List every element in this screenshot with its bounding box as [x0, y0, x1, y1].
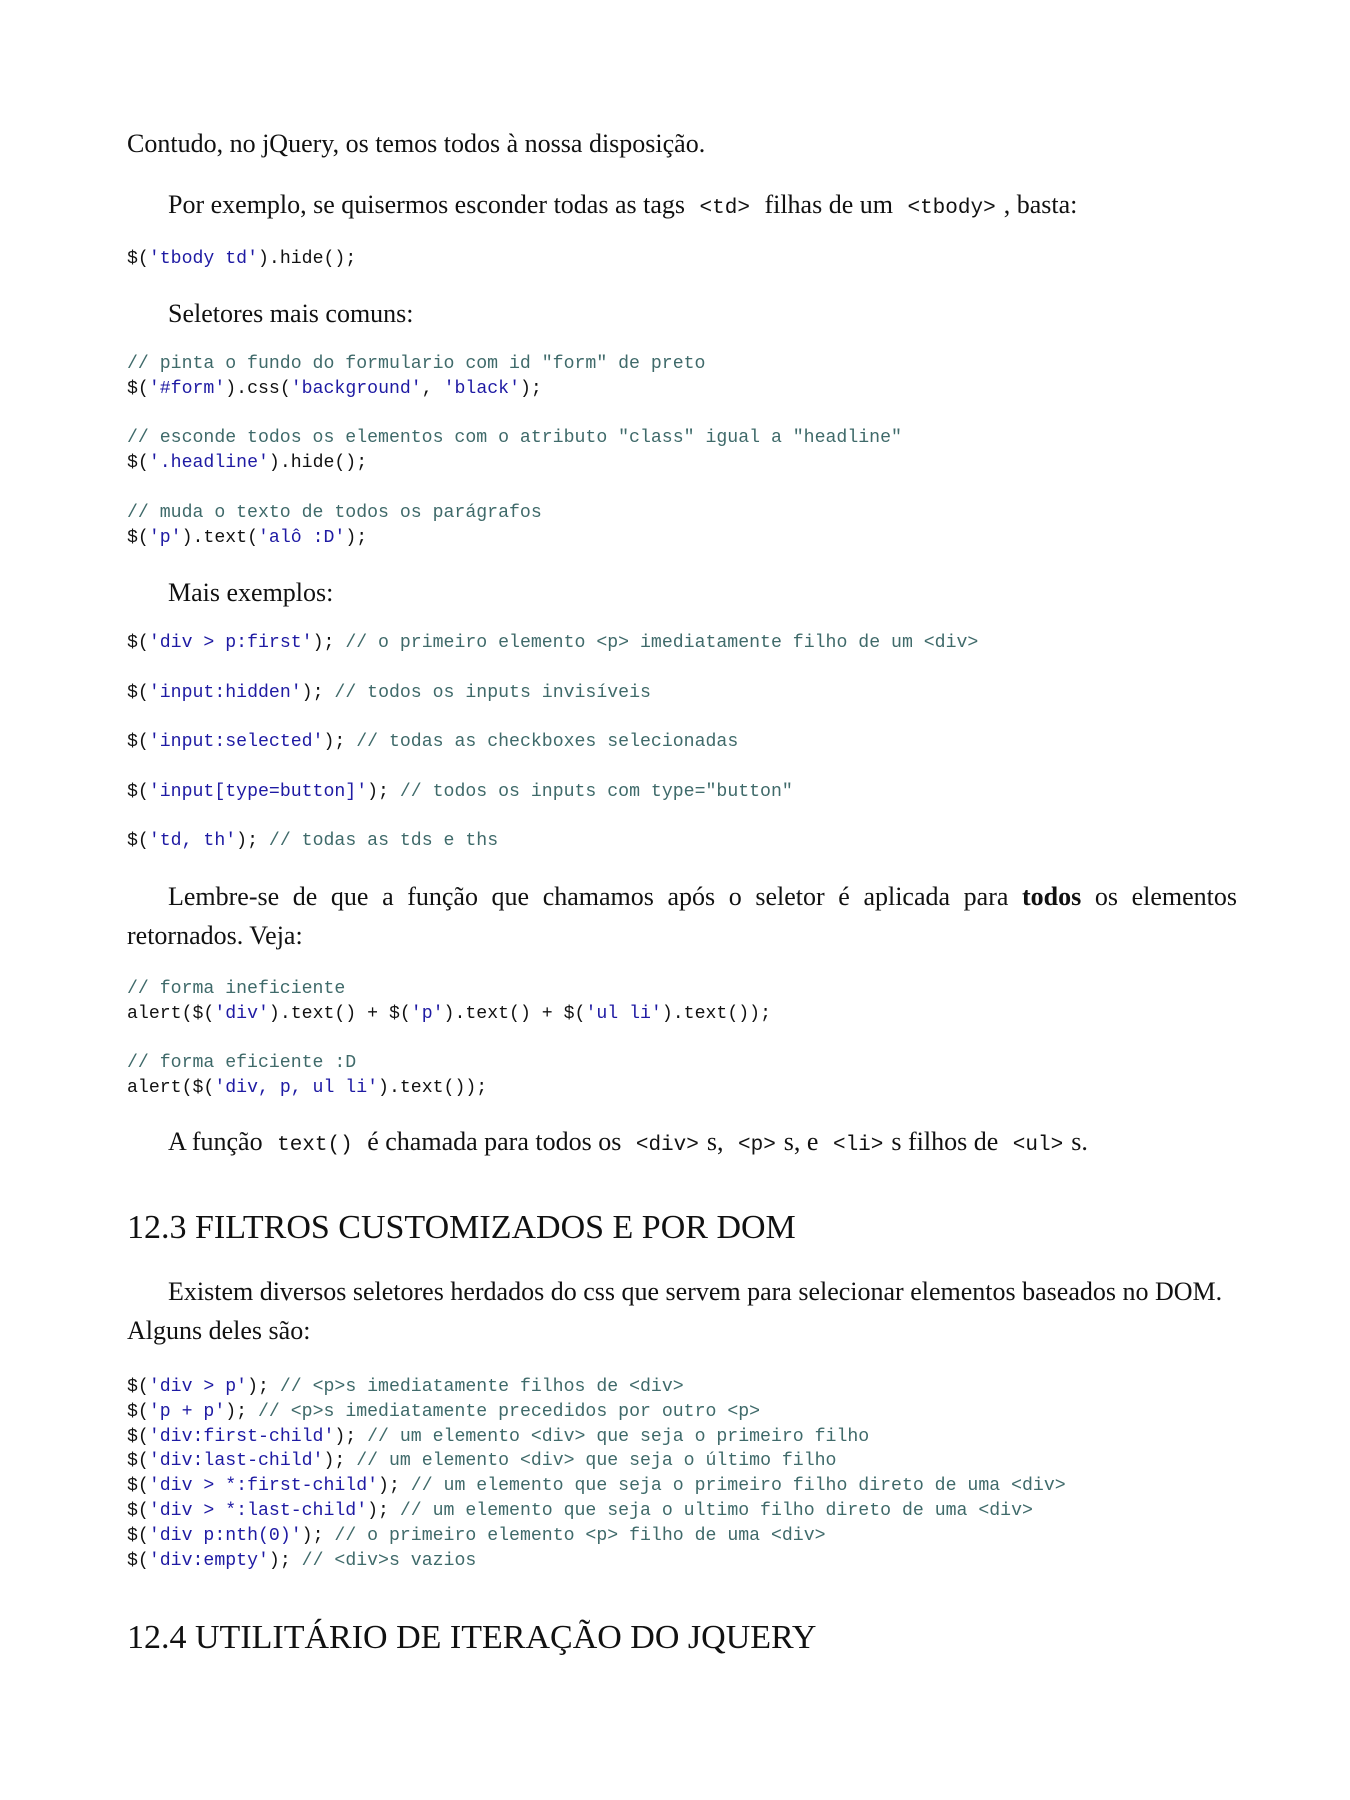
code-line	[127, 1499, 1237, 1524]
text-fragment: s,	[706, 1127, 724, 1156]
code-string: 'div:empty'	[148, 1550, 269, 1571]
code-token: );	[345, 527, 368, 548]
paragraph-more-examples: Mais exemplos:	[168, 578, 334, 607]
code-token: $(	[127, 1476, 149, 1497]
code-line	[127, 451, 1237, 476]
code-line	[127, 1425, 1237, 1450]
code-token: $(	[127, 1500, 149, 1521]
code-token: );	[225, 1401, 258, 1422]
code-string: 'alô :D'	[258, 527, 346, 548]
code-string: 'div:first-child'	[148, 1426, 335, 1447]
code-token: ).hide();	[258, 249, 357, 269]
code-comment: // todas as tds e ths	[268, 831, 499, 852]
code-token: ).text());	[378, 1078, 488, 1099]
code-line	[127, 501, 1237, 526]
inline-code: <tbody>	[907, 197, 996, 220]
code-string: 'p'	[410, 1003, 444, 1024]
code-string: 'div'	[214, 1003, 269, 1024]
code-token: $(	[127, 633, 149, 653]
code-comment: // o primeiro elemento <p> imediatamente filho de um <div>	[345, 633, 979, 653]
text-fragment: A função	[168, 1127, 263, 1156]
code-string: 'input:selected'	[148, 732, 324, 753]
code-line	[127, 1027, 1237, 1052]
code-comment: // um elemento que seja o ultimo filho direto de uma <div>	[399, 1500, 1033, 1521]
text-fragment: filhas de um	[764, 190, 893, 219]
code-token: $(	[127, 1426, 149, 1447]
inline-code: <td>	[699, 197, 750, 220]
code-string: 'p'	[148, 527, 182, 548]
paragraph-common-selectors: Seletores mais comuns:	[168, 299, 414, 328]
code-token: alert($(	[127, 1078, 215, 1099]
code-token: $(	[127, 378, 149, 399]
code-line	[127, 705, 1237, 730]
code-token: );	[312, 633, 346, 653]
text-fragment: s, e	[783, 1127, 819, 1156]
code-line	[127, 681, 1237, 706]
paragraph-dom-selectors: Existem diversos seletores herdados do css que servem para selecionar elementos baseados no DOM. Alguns deles são:	[127, 1277, 1223, 1345]
section-heading: 12.4 UTILITÁRIO DE ITERAÇÃO DO JQUERY	[127, 1619, 817, 1656]
code-line	[127, 977, 1237, 1002]
code-token: ).text() + $(	[443, 1003, 586, 1024]
code-string: 'black'	[443, 378, 520, 399]
code-comment: // muda o texto de todos os parágrafos	[127, 502, 542, 523]
code-token: $(	[127, 781, 149, 802]
text-fragment: os elementos retornados. Veja:	[127, 882, 1238, 950]
code-comment: // forma eficiente :D	[127, 1053, 357, 1074]
code-string: 'div > *:last-child'	[148, 1500, 368, 1521]
code-comment: // todos os inputs invisíveis	[334, 682, 651, 703]
inline-code: <div>	[635, 1134, 699, 1157]
code-string: 'p + p'	[148, 1401, 226, 1422]
code-token: );	[334, 1426, 368, 1447]
code-line	[127, 829, 1237, 854]
code-token: ).hide();	[268, 453, 368, 474]
code-string: 'ul li'	[585, 1003, 662, 1024]
code-string: 'div:last-child'	[148, 1451, 324, 1472]
code-token: );	[247, 1377, 280, 1397]
code-comment: // um elemento que seja o primeiro filho direto de uma <div>	[410, 1476, 1066, 1497]
code-token: );	[367, 1500, 400, 1521]
code-token: $(	[127, 1525, 149, 1546]
text-fragment: s filhos de	[891, 1127, 999, 1156]
code-line	[127, 526, 1237, 551]
paragraph-intro: Contudo, no jQuery, os temos todos à nossa disposição.	[127, 129, 706, 158]
bold-text: todos	[1022, 882, 1082, 911]
code-token: $(	[127, 1550, 149, 1571]
code-line	[127, 1051, 1237, 1076]
code-line	[127, 755, 1237, 780]
code-line	[127, 656, 1237, 681]
code-line	[127, 730, 1237, 755]
code-line	[127, 1400, 1237, 1425]
code-token: $(	[127, 682, 149, 703]
code-token: $(	[127, 453, 149, 474]
paragraph-text-function	[127, 1122, 1237, 1165]
code-token: $(	[127, 1401, 149, 1422]
code-line	[127, 1449, 1237, 1474]
code-comment: // o primeiro elemento <p> filho de uma <div>	[334, 1525, 826, 1546]
code-comment: // todos os inputs com type="button"	[399, 781, 793, 802]
text-fragment: é chamada para todos os	[367, 1127, 622, 1156]
code-line	[127, 247, 1237, 272]
code-block	[127, 352, 1237, 550]
code-token: ).css(	[225, 378, 291, 399]
code-comment: // <div>s vazios	[301, 1550, 477, 1571]
code-token: );	[301, 682, 335, 703]
code-comment: // forma ineficiente	[127, 979, 346, 999]
paragraph-example	[127, 185, 1237, 228]
code-block	[127, 631, 1237, 854]
code-line	[127, 1375, 1237, 1400]
code-string: 'tbody td'	[148, 249, 258, 269]
code-string: 'td, th'	[148, 831, 237, 852]
code-string: 'div > p'	[148, 1377, 248, 1397]
code-comment: // pinta o fundo do formulario com id "form" de preto	[127, 354, 706, 374]
code-token: );	[268, 1550, 302, 1571]
code-token: $(	[127, 1451, 149, 1472]
code-token: );	[323, 732, 357, 753]
inline-code: text()	[277, 1134, 353, 1157]
code-token: ,	[421, 378, 444, 399]
code-string: 'div > *:first-child'	[148, 1476, 379, 1497]
code-token: );	[367, 781, 400, 802]
code-comment: // um elemento <div> que seja o primeiro filho	[367, 1426, 870, 1447]
code-line	[127, 805, 1237, 830]
code-token: alert($(	[127, 1003, 215, 1024]
code-token: ).text(	[181, 527, 258, 548]
code-token: ).text());	[661, 1003, 771, 1024]
code-token: $(	[127, 831, 149, 852]
code-token: ).text() + $(	[268, 1003, 411, 1024]
code-token: );	[301, 1525, 335, 1546]
text-fragment: , basta:	[1003, 190, 1078, 219]
code-token: $(	[127, 527, 149, 548]
code-token: );	[378, 1476, 411, 1497]
code-token: );	[519, 378, 542, 399]
code-comment: // esconde todos os elementos com o atributo "class" igual a "headline"	[127, 428, 902, 449]
inline-code: <p>	[737, 1134, 776, 1157]
code-block	[127, 1375, 1237, 1573]
code-token: $(	[127, 1377, 149, 1397]
code-line	[127, 780, 1237, 805]
code-line	[127, 1076, 1237, 1101]
inline-code: <li>	[832, 1134, 884, 1157]
code-comment: // <p>s imediatamente precedidos por outro <p>	[258, 1401, 761, 1422]
code-token: $(	[127, 249, 149, 269]
text-fragment: Lembre-se de que a função que chamamos após o seletor é aplicada para	[168, 882, 1009, 911]
code-line	[127, 1549, 1237, 1574]
code-line	[127, 352, 1237, 377]
code-string: 'div p:nth(0)'	[148, 1525, 302, 1546]
code-line	[127, 402, 1237, 427]
code-token: $(	[127, 732, 149, 753]
code-string: '.headline'	[148, 453, 269, 474]
code-block	[127, 247, 1237, 272]
code-comment: // todas as checkboxes selecionadas	[356, 732, 739, 753]
paragraph-remember	[127, 877, 1237, 955]
text-fragment: Por exemplo, se quisermos esconder todas as tags	[168, 190, 686, 219]
code-line	[127, 377, 1237, 402]
code-string: 'div > p:first'	[148, 633, 313, 653]
code-block	[127, 977, 1237, 1101]
code-line	[127, 1524, 1237, 1549]
section-heading: 12.3 FILTROS CUSTOMIZADOS E POR DOM	[127, 1209, 796, 1246]
code-string: 'input:hidden'	[148, 682, 302, 703]
code-string: 'input[type=button]'	[148, 781, 368, 802]
code-string: 'div, p, ul li'	[214, 1078, 379, 1099]
inline-code: <ul>	[1012, 1134, 1064, 1157]
code-line	[127, 476, 1237, 501]
text-fragment: s.	[1071, 1127, 1088, 1156]
code-token: );	[236, 831, 269, 852]
code-token: );	[323, 1451, 357, 1472]
code-line	[127, 1002, 1237, 1027]
code-line	[127, 1474, 1237, 1499]
code-line	[127, 631, 1237, 656]
code-string: '#form'	[148, 378, 226, 399]
code-line	[127, 426, 1237, 451]
code-comment: // um elemento <div> que seja o último filho	[356, 1451, 837, 1472]
code-comment: // <p>s imediatamente filhos de <div>	[279, 1377, 684, 1397]
code-string: 'background'	[290, 378, 422, 399]
